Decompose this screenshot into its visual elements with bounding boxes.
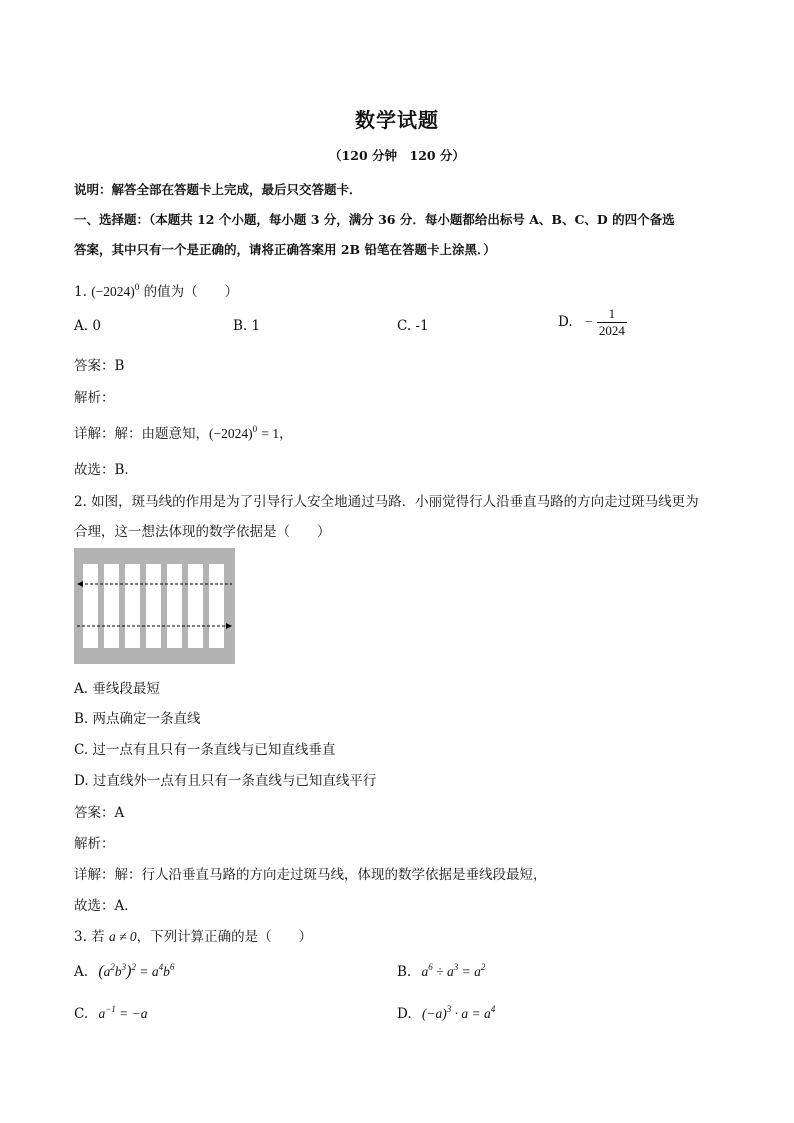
q3-option-a xyxy=(74,962,174,981)
q2-choose: 故选：A． xyxy=(74,898,138,914)
math-exponent: 0 xyxy=(252,424,258,434)
q1-option-b: B. 1 xyxy=(233,318,261,334)
math-expression: $a^{-1} = -a$ xyxy=(98,1004,148,1021)
question-1-stem xyxy=(74,280,238,300)
option-label: D. xyxy=(397,1006,412,1022)
fraction xyxy=(597,306,627,339)
q1-answer: 答案：B xyxy=(74,358,125,374)
math-expression: $(-a)^3 \cdot a = a^4$ xyxy=(421,1004,496,1021)
q1-option-d xyxy=(558,306,627,339)
zebra-stripe xyxy=(188,564,203,648)
math-condition: a ≠ 0 xyxy=(108,929,137,944)
section-heading-line2: 答案，其中只有一个是正确的，请将正确答案用 2B 铅笔在答题卡上涂黑．） xyxy=(74,242,496,257)
question-text: 的值为（ ） xyxy=(143,284,239,300)
q2-option-b: B. 两点确定一条直线 xyxy=(74,711,201,727)
math-expression: $(a^2b^3)^2 = a^4b^6$ xyxy=(98,962,175,980)
page-title: 数学试题 xyxy=(355,108,439,132)
page-subtitle: （120 分钟 120 分） xyxy=(329,148,465,163)
minus-sign: − xyxy=(584,314,593,329)
math-result: = 1， xyxy=(261,426,293,441)
q2-analysis: 解析： xyxy=(74,836,115,852)
question-number: 1. xyxy=(74,284,87,300)
q2-option-c: C. 过一点有且只有一条直线与已知直线垂直 xyxy=(74,742,336,758)
zebra-stripe xyxy=(167,564,182,648)
fraction-denominator: 2024 xyxy=(598,323,625,338)
zebra-stripe xyxy=(83,564,98,648)
q1-choose: 故选：B． xyxy=(74,462,138,478)
question-3-stem xyxy=(74,925,312,945)
question-text: 3. 若 xyxy=(74,929,105,945)
zebra-stripe xyxy=(104,564,119,648)
option-label: A. xyxy=(74,964,89,980)
q2-answer: 答案：A xyxy=(74,805,125,821)
option-label: D. xyxy=(558,314,573,330)
math-base: (−2024) xyxy=(209,426,253,441)
option-label: B. xyxy=(397,964,412,980)
math-base: (−2024) xyxy=(91,284,135,299)
zebra-stripe xyxy=(209,564,224,648)
zebra-crossing-figure xyxy=(74,548,235,664)
q2-detail: 详解：解：行人沿垂直马路的方向走过斑马线，体现的数学依据是垂线段最短， xyxy=(74,867,547,883)
zebra-stripes xyxy=(83,564,224,648)
section-heading-line1: 一、选择题：（本题共 12 个小题，每小题 3 分，满分 36 分．每小题都给出标号 A、B、C、D 的四个备选 xyxy=(74,212,675,227)
fraction-numerator: 1 xyxy=(608,306,616,321)
q3-option-c xyxy=(74,1004,148,1022)
q2-option-d: D. 过直线外一点有且只有一条直线与已知直线平行 xyxy=(74,773,377,789)
q1-option-c: C. -1 xyxy=(397,318,429,334)
zebra-stripe xyxy=(125,564,140,648)
detail-text: 详解：解：由题意知， xyxy=(74,426,209,442)
zebra-stripe xyxy=(146,564,161,648)
q2-option-a: A. 垂线段最短 xyxy=(74,681,160,697)
q1-option-a: A. 0 xyxy=(74,318,101,334)
q1-analysis: 解析： xyxy=(74,390,115,406)
math-exponent: 0 xyxy=(134,282,140,292)
q3-option-b xyxy=(397,962,485,980)
math-expression: $a^6 \div a^3 = a^2$ xyxy=(421,962,486,979)
question-text: ，下列计算正确的是（ ） xyxy=(136,929,313,945)
q3-option-d xyxy=(397,1004,495,1022)
option-label: C. xyxy=(74,1006,89,1022)
q1-detail xyxy=(74,422,293,442)
instructions-note: 说明：解答全部在答题卡上完成，最后只交答题卡． xyxy=(74,182,362,197)
question-2-line1: 2. 如图，斑马线的作用是为了引导行人安全地通过马路．小丽觉得行人沿垂直马路的方向走过斑马线更为 xyxy=(74,494,699,510)
question-2-line2: 合理，这一想法体现的数学依据是（ ） xyxy=(74,524,331,540)
